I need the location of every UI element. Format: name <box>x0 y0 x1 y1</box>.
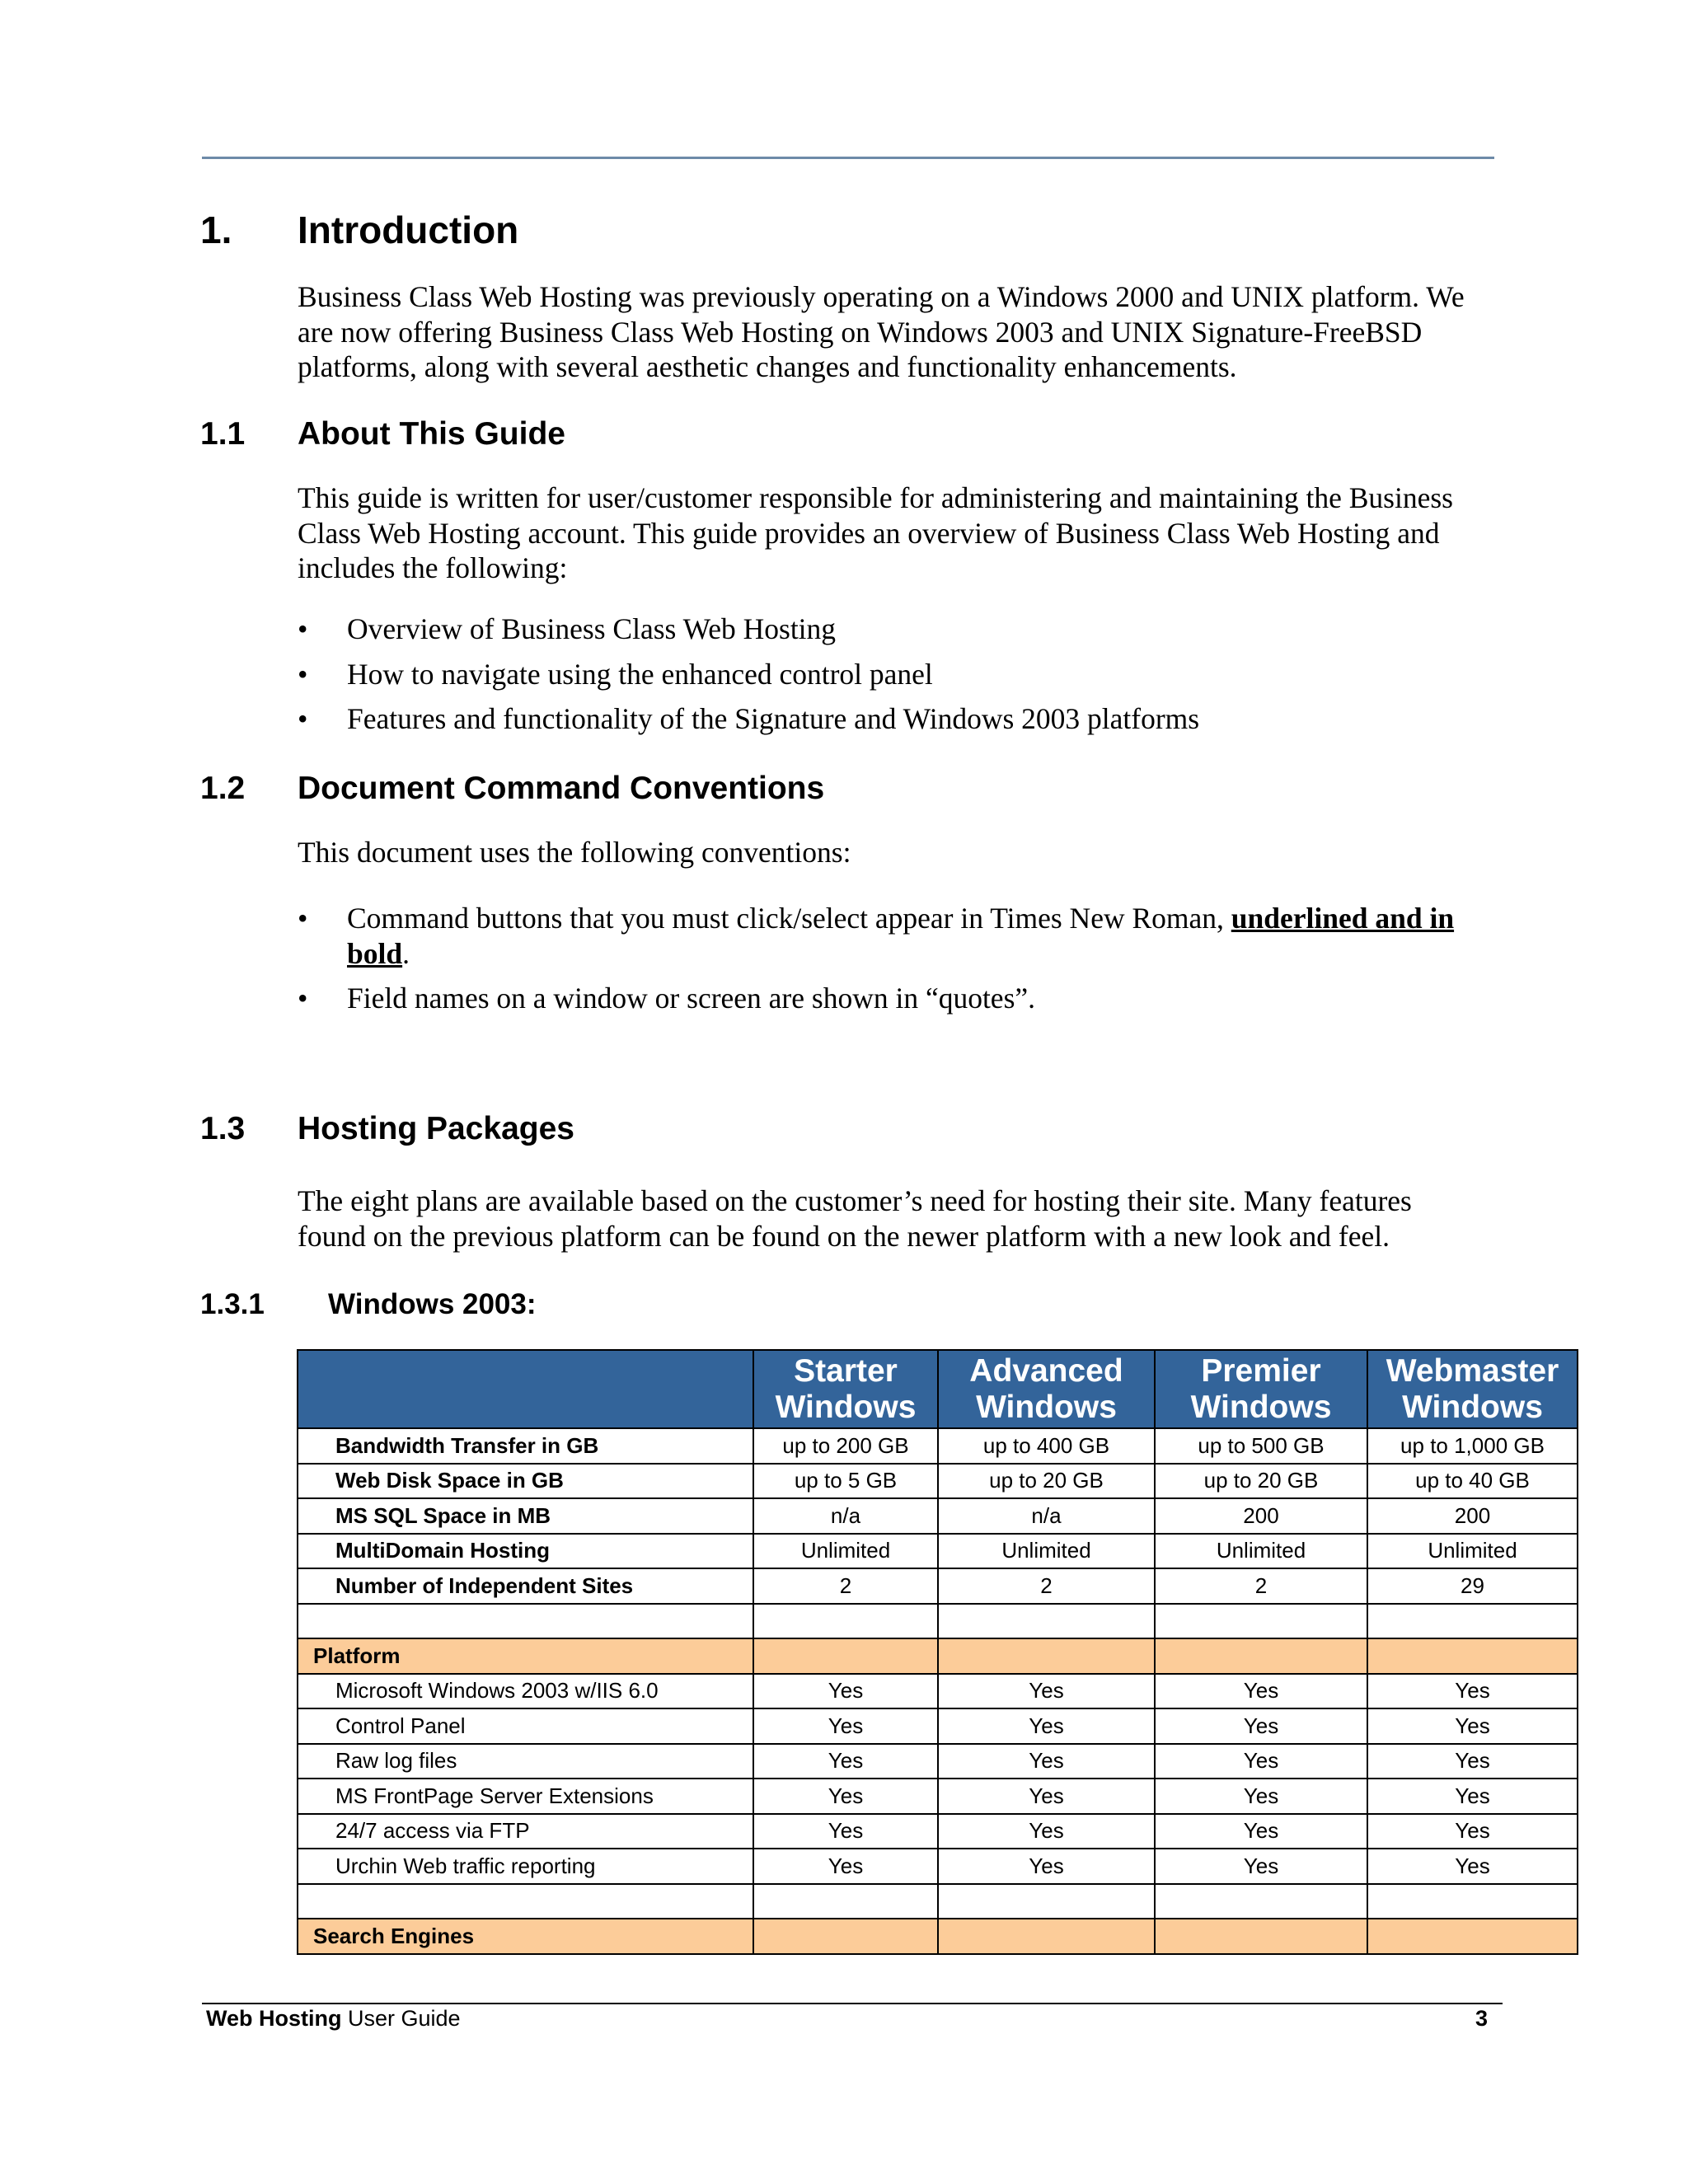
table-cell: Yes <box>938 1849 1155 1884</box>
bullet-icon: • <box>298 982 308 1015</box>
table-cell: Yes <box>1155 1814 1367 1849</box>
table-cell: 2 <box>938 1568 1155 1604</box>
table-row <box>298 1428 1578 1464</box>
table-cell: Yes <box>753 1849 938 1884</box>
row-label: Bandwidth Transfer in GB <box>298 1428 753 1464</box>
table-cell: Yes <box>1367 1814 1578 1849</box>
footer-title-bold: Web Hosting <box>206 2006 342 2031</box>
table-header-blank <box>298 1350 753 1428</box>
row-label: MS FrontPage Server Extensions <box>298 1779 753 1814</box>
section-1-2-number: 1.2 <box>200 771 246 806</box>
table-header-row <box>298 1350 1578 1428</box>
table-row <box>298 1849 1578 1884</box>
table-header-premier: Premier Windows <box>1155 1350 1367 1428</box>
section-1-number: 1. <box>200 209 232 251</box>
table-cell: Unlimited <box>938 1534 1155 1569</box>
table-cell: Yes <box>1155 1779 1367 1814</box>
table-cell: n/a <box>753 1498 938 1534</box>
table-header-webmaster: Webmaster Windows <box>1367 1350 1578 1428</box>
footer-title <box>206 2006 461 2032</box>
table-cell: up to 200 GB <box>753 1428 938 1464</box>
list-item-text: Features and functionality of the Signature and Windows 2003 platforms <box>347 702 1200 735</box>
table-row <box>298 1534 1578 1569</box>
table-cell: Yes <box>753 1779 938 1814</box>
table-cell: 200 <box>1155 1498 1367 1534</box>
section-label: Platform <box>298 1638 753 1674</box>
section-1-3-paragraph: The eight plans are available based on the customer’s need for hosting their site. Many features found on the previous platform can be found on the newer platform with a new look and feel. <box>298 1184 1412 1253</box>
footer-rule <box>202 2003 1503 2004</box>
section-1-1-paragraph: This guide is written for user/customer responsible for administering and maintaining the Business Class Web Hosting account. This guide provides an overview of Business Class Web Hosting and includes the following: <box>298 481 1453 584</box>
table-row <box>298 1744 1578 1779</box>
table-cell: Unlimited <box>1155 1534 1367 1569</box>
table-cell: up to 20 GB <box>1155 1464 1367 1499</box>
table-section-row-search-engines <box>298 1919 1578 1954</box>
bullet-icon: • <box>298 702 308 735</box>
emphasis-text: underlined and in bold <box>347 902 1455 970</box>
table-cell: up to 1,000 GB <box>1367 1428 1578 1464</box>
table-section-row-platform <box>298 1638 1578 1674</box>
row-label: Microsoft Windows 2003 w/IIS 6.0 <box>298 1674 753 1709</box>
row-label: Number of Independent Sites <box>298 1568 753 1604</box>
table-row <box>298 1464 1578 1499</box>
row-label: 24/7 access via FTP <box>298 1814 753 1849</box>
table-row <box>298 1568 1578 1604</box>
table-cell: up to 500 GB <box>1155 1428 1367 1464</box>
row-label: MS SQL Space in MB <box>298 1498 753 1534</box>
list-item-text: Overview of Business Class Web Hosting <box>347 612 837 645</box>
section-1-title: Introduction <box>298 209 519 251</box>
hosting-packages-table <box>297 1349 1578 1955</box>
section-1-1-title: About This Guide <box>298 416 565 452</box>
bullet-icon: • <box>298 902 308 935</box>
row-label: Web Disk Space in GB <box>298 1464 753 1499</box>
list-item-text: How to navigate using the enhanced control panel <box>347 657 933 691</box>
list-item <box>298 657 1484 692</box>
table-cell: 2 <box>1155 1568 1367 1604</box>
header-rule <box>202 157 1494 159</box>
table-cell: Yes <box>1367 1779 1578 1814</box>
table-row-empty <box>298 1884 1578 1919</box>
bullet-icon: • <box>298 657 308 691</box>
section-1-2-title: Document Command Conventions <box>298 771 825 806</box>
table-row-empty <box>298 1604 1578 1639</box>
table-cell: up to 20 GB <box>938 1464 1155 1499</box>
table-row <box>298 1814 1578 1849</box>
table-cell: Yes <box>1367 1849 1578 1884</box>
table-cell: Yes <box>938 1744 1155 1779</box>
table-cell: Unlimited <box>753 1534 938 1569</box>
row-label: Control Panel <box>298 1708 753 1744</box>
table-cell: Yes <box>938 1814 1155 1849</box>
table-cell: Yes <box>1155 1708 1367 1744</box>
table-header-advanced: Advanced Windows <box>938 1350 1155 1428</box>
table-cell: Yes <box>938 1708 1155 1744</box>
table-cell: 2 <box>753 1568 938 1604</box>
list-item <box>298 701 1484 737</box>
table-cell: 200 <box>1367 1498 1578 1534</box>
table-cell: Yes <box>1155 1674 1367 1709</box>
section-1-3-1-number: 1.3.1 <box>200 1288 265 1320</box>
table-cell: Yes <box>753 1674 938 1709</box>
table-row <box>298 1674 1578 1709</box>
page-number: 3 <box>1475 2006 1489 2031</box>
table-row <box>298 1779 1578 1814</box>
list-item <box>298 612 1484 647</box>
section-1-2-bullet-list <box>298 901 1484 1026</box>
list-item-text-end: . <box>402 936 410 970</box>
section-1-1-bullet-list <box>298 612 1484 747</box>
table-cell: Yes <box>1155 1849 1367 1884</box>
table-cell: Yes <box>938 1779 1155 1814</box>
table-cell: up to 5 GB <box>753 1464 938 1499</box>
list-item <box>298 981 1484 1016</box>
table-cell: up to 40 GB <box>1367 1464 1578 1499</box>
section-1-paragraph: Business Class Web Hosting was previously operating on a Windows 2000 and UNIX platform. We are now offering Business Class Web Hosting on Windows 2003 and UNIX Signature-FreeBSD platforms, along with several aesthetic changes and functionality enhancements. <box>298 280 1465 383</box>
table-cell: n/a <box>938 1498 1155 1534</box>
row-label: MultiDomain Hosting <box>298 1534 753 1569</box>
list-item-text: Field names on a window or screen are shown in “quotes”. <box>347 982 1036 1015</box>
table-cell: Yes <box>1367 1744 1578 1779</box>
table-cell: Yes <box>753 1708 938 1744</box>
row-label: Raw log files <box>298 1744 753 1779</box>
footer-title-rest: User Guide <box>341 2006 461 2031</box>
section-1-1-number: 1.1 <box>200 416 246 452</box>
table-cell: Yes <box>938 1674 1155 1709</box>
table-cell: Yes <box>753 1744 938 1779</box>
section-1-3-number: 1.3 <box>200 1111 246 1146</box>
table-cell: Unlimited <box>1367 1534 1578 1569</box>
section-1-3-1-title: Windows 2003: <box>328 1288 537 1320</box>
list-item-text: Command buttons that you must click/select appear in Times New Roman, <box>347 902 1231 935</box>
table-header-starter: Starter Windows <box>753 1350 938 1428</box>
bullet-icon: • <box>298 612 308 645</box>
table-cell: Yes <box>753 1814 938 1849</box>
table-cell: Yes <box>1367 1708 1578 1744</box>
table-cell: 29 <box>1367 1568 1578 1604</box>
list-item <box>298 901 1484 971</box>
table-row <box>298 1708 1578 1744</box>
row-label: Urchin Web traffic reporting <box>298 1849 753 1884</box>
table-row <box>298 1498 1578 1534</box>
section-1-3-title: Hosting Packages <box>298 1111 574 1146</box>
table-cell: up to 400 GB <box>938 1428 1155 1464</box>
table-cell: Yes <box>1367 1674 1578 1709</box>
section-1-2-paragraph: This document uses the following conventions: <box>298 836 851 869</box>
table-cell: Yes <box>1155 1744 1367 1779</box>
section-label: Search Engines <box>298 1919 753 1954</box>
